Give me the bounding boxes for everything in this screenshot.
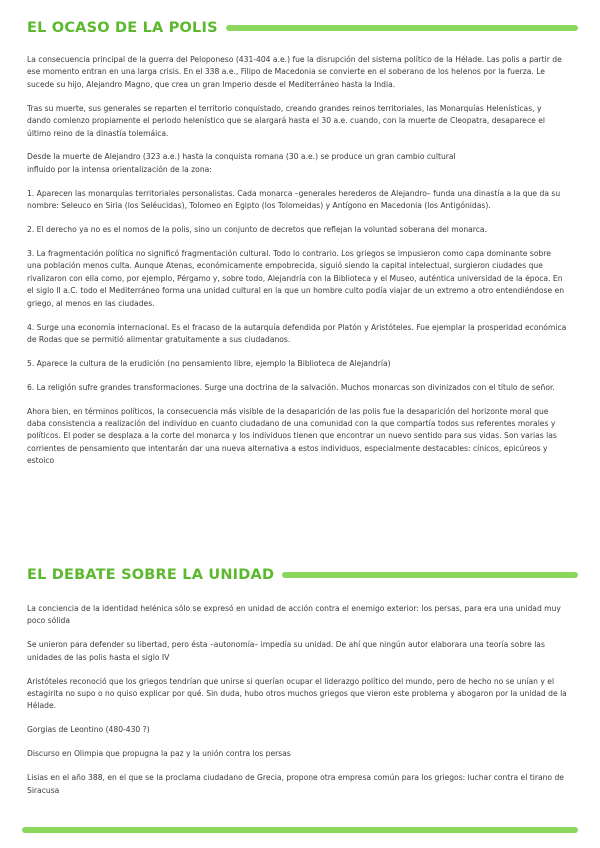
- paragraph: Tras su muerte, sus generales se reparten el territorio conquistado, creando grandes reinos territoriales, las Monarquías Helenísticas, y dando comienzo propiamente el periodo helenístico que se alargará hasta el 30 a.e. cuando, con la muerte de Cleopatra, desaparece el último reino de la dinastía tolemáica.: [27, 103, 545, 138]
- list-item: 4. Surge una economía internacional. Es el fracaso de la autarquía defendida por Platón y Aristóteles. Fue ejemplar la prosperidad económica de Rodas que se permitió alimentar gratuitamente a sus ciudadanos.: [27, 322, 567, 344]
- list-item: 6. La religión sufre grandes transformaciones. Surge una doctrina de la salvación. Muchos monarcas son divinizados con el título de señor.: [27, 382, 555, 392]
- section-body-unidad: [27, 603, 567, 808]
- paragraph: Discurso en Olimpia que propugna la paz y la unión contra los persas: [27, 749, 291, 759]
- heading-rule: [282, 572, 578, 578]
- paragraph: Desde la muerte de Alejandro (323 a.e.) hasta la conquista romana (30 a.e.) se produce un gran cambio cultural influido por la intensa orientalización de la zona:: [27, 152, 456, 174]
- paragraph: Lisias en el año 388, en el que se la proclama ciudadano de Grecia, propone otra empresa común para los griegos: luchar contra el tirano de Siracusa: [27, 773, 564, 795]
- paragraph: Se unieron para defender su libertad, pero ésta –autonomía– impedía su unidad. De ahí que ningún autor elaborara una teoría sobre las unidades de las polis hasta el siglo IV: [27, 640, 545, 662]
- list-item: 3. La fragmentación política no significó fragmentación cultural. Todo lo contrario. Los griegos se impusieron como capa dominante sobre una población menos culta. Aunque Atenas, económicamente empobrecida, siguió siendo la capital intelectual, surgieron ciudades que rivalizaron con ella como, por ejemplo, Pérgamo y, sobre todo, Alejandría con la Biblioteca y el Museo, auténtica universidad de la época. En el siglo II a.C. todo el Mediterráneo forma una unidad cultural en la que un hombre culto podía viajar de un extremo a otro entendiéndose en griego, al menos en las ciudades.: [27, 248, 565, 308]
- paragraph: Ahora bien, en términos políticos, la consecuencia más visible de la desaparición de las polis fue la desaparición del horizonte moral que daba consistencia a realización del individuo en cuanto ciudadano de una comunidad con la que compartía todos sus referentes morales y políticos. El poder se desplaza a la corte del monarca y los individuos tienen que encontrar un nuevo sentido para sus vidas. Son varias las corrientes de pensamiento que intentarán dar una nueva alternativa a estos individuos, especialmente destacables: cínicos, epicúreos y estoico: [27, 406, 557, 466]
- paragraph: La consecuencia principal de la guerra del Peloponeso (431-404 a.e.) fue la disrupción del sistema político de la Hélade. Las polis a partir de ese momento entran en una larga crisis. En el 338 a.e., Filipo de Macedonia se convierte en el soberano de los helenos por la fuerza. Le sucede su hijo, Alejandro Magno, que crea un gran Imperio desde el Mediterráneo hasta la India.: [27, 55, 562, 89]
- heading-rule: [226, 25, 578, 31]
- section-body-ocaso: [27, 54, 567, 479]
- section-title: EL DEBATE SOBRE LA UNIDAD: [27, 567, 275, 583]
- list-item: 2. El derecho ya no es el nomos de la polis, sino un conjunto de decretos que reflejan la voluntad soberana del monarca.: [27, 225, 488, 235]
- list-item: 1. Aparecen las monarquías territoriales personalistas. Cada monarca –generales herederos de Alejandro– funda una dinastía a la que da su nombre: Seleuco en Siria (los Seléucidas), Tolomeo en Egipto (los Tolomeidas) y Antígono en Macedonia (los Antigónidas).: [27, 188, 561, 211]
- list-item: 5. Aparece la cultura de la erudición (no pensamiento libre, ejemplo la Biblioteca de Alejandría): [27, 358, 391, 368]
- footer-rule: [22, 827, 578, 833]
- paragraph: La conciencia de la identidad helénica sólo se expresó en unidad de acción contra el enemigo exterior: los persas, para era una unidad muy poco sólida: [27, 604, 561, 626]
- paragraph: Gorgias de Leontino (480-430 ?): [27, 725, 150, 735]
- section-heading-unidad: [27, 567, 578, 583]
- paragraph: Aristóteles reconoció que los griegos tendrían que unirse si querían ocupar el liderazgo político del mundo, pero de hecho no se unían y el estagirita no supo o no quiso explicar por qué. Sin duda, hubo otros muchos griegos que vieron este problema y abogaron por la unidad de la Hélade.: [27, 676, 567, 711]
- section-heading-ocaso: [27, 20, 578, 36]
- section-title: EL OCASO DE LA POLIS: [27, 20, 218, 36]
